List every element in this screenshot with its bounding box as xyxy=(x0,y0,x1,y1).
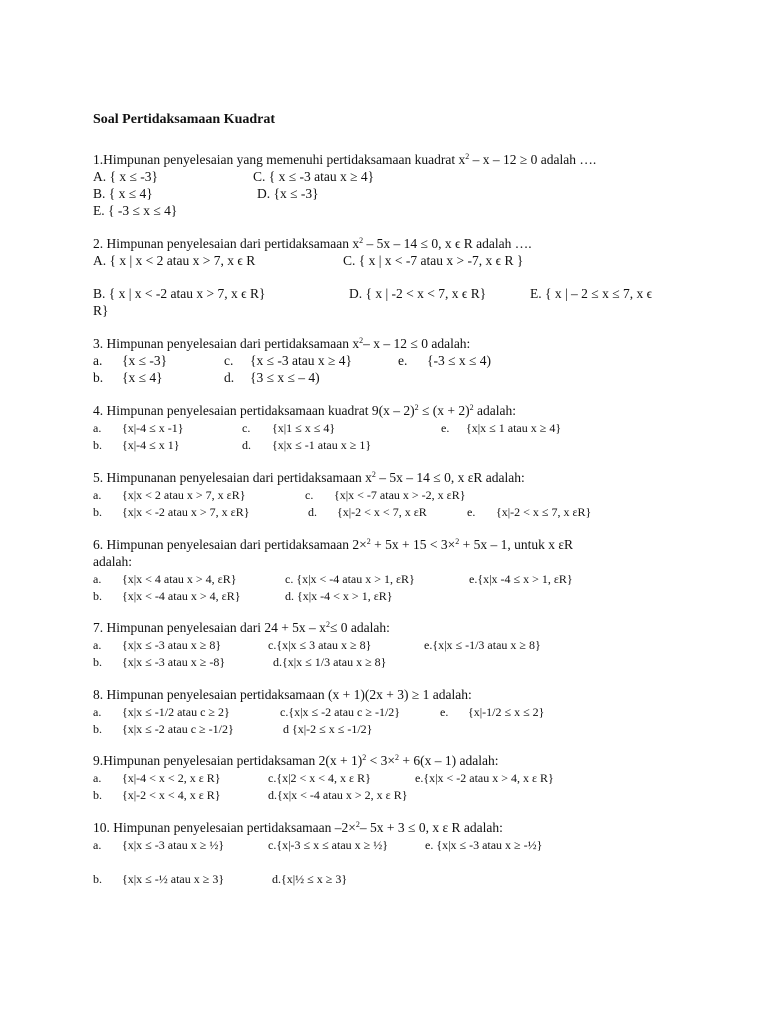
question-1-option-e: E. { -3 ≤ x ≤ 4} xyxy=(93,203,178,218)
question-4-label-a: a. xyxy=(93,421,102,435)
question-10-option-b: {x|x ≤ -½ atau x ≥ 3} xyxy=(122,872,225,886)
question-4-option-d: {x|x ≤ -1 atau x ≥ 1} xyxy=(272,438,372,452)
question-4-label-d: d. xyxy=(242,438,251,452)
question-1-option-c: C. { x ≤ -3 atau x ≥ 4} xyxy=(253,169,375,184)
question-2-option-b: B. { x | x < -2 atau x > 7, x ϵ R} xyxy=(93,286,266,301)
question-10-option-a: {x|x ≤ -3 atau x ≥ ½} xyxy=(122,838,225,852)
question-8-label-e: e. xyxy=(440,705,449,719)
question-9-label-b: b. xyxy=(93,788,102,802)
question-3-option-b: {x ≤ 4} xyxy=(122,370,163,385)
question-2-text: 2. Himpunan penyelesaian dari pertidaksamaan $x^2 - 5x - 14 \le 0$, x ϵ R adalah …. xyxy=(93,236,532,251)
question-3-label-b: b. xyxy=(93,370,104,385)
question-3-option-a: {x ≤ -3} xyxy=(122,353,168,368)
question-4-label-e: e. xyxy=(441,421,450,435)
question-4-label-c: c. xyxy=(242,421,251,435)
question-6-option-e: e.{x|x -4 ≤ x > 1, εR} xyxy=(469,572,573,586)
question-5-label-b: b. xyxy=(93,505,102,519)
question-8-label-b: b. xyxy=(93,722,102,736)
question-8-option-b: {x|x ≤ -2 atau c ≥ -1/2} xyxy=(122,722,234,736)
question-5-option-b: {x|x < -2 atau x > 7, x εR} xyxy=(122,505,250,519)
question-9-option-e: e.{x|x < -2 atau x > 4, x ε R} xyxy=(415,771,554,785)
question-5-option-a: {x|x < 2 atau x > 7, x εR} xyxy=(122,488,246,502)
question-6-option-a: {x|x < 4 atau x > 4, εR} xyxy=(122,572,237,586)
question-3-option-d: {3 ≤ x ≤ – 4) xyxy=(250,370,320,385)
question-5-label-a: a. xyxy=(93,488,102,502)
question-7-text: 7. Himpunan penyelesaian dari $24 + 5x - x^2\le 0$ adalah: xyxy=(93,620,390,635)
question-3-label-a: a. xyxy=(93,353,103,368)
page-title: Soal Pertidaksamaan Kuadrat xyxy=(93,112,276,127)
question-6-option-b: {x|x < -4 atau x > 4, εR} xyxy=(122,589,241,603)
question-5-option-d: {x|-2 < x < 7, x εR xyxy=(337,505,427,519)
question-3-option-c: {x ≤ -3 atau x ≥ 4} xyxy=(250,353,353,368)
question-3-label-e: e. xyxy=(398,353,408,368)
question-9-text: 9.Himpunan penyelesaian pertidaksaman $2(x + 1)^2 < 3\times^2 + 6(x - 1)$ adalah: xyxy=(93,753,499,768)
question-7-option-b: {x|x ≤ -3 atau x ≥ -8} xyxy=(122,655,226,669)
question-1-option-b: B. { x ≤ 4} xyxy=(93,186,153,201)
question-4-option-b: {x|-4 ≤ x 1} xyxy=(122,438,180,452)
question-9-option-c: c.{x|2 < x < 4, x ε R} xyxy=(268,771,371,785)
question-8-option-e: {x|-1/2 ≤ x ≤ 2} xyxy=(468,705,545,719)
question-5-label-d: d. xyxy=(308,505,317,519)
question-7-label-b: b. xyxy=(93,655,102,669)
question-10-option-c: c.{x|-3 ≤ x ≤ atau x ≥ ½} xyxy=(268,838,388,852)
question-5-label-e: e. xyxy=(467,505,476,519)
question-2-option-e: E. { x | – 2 ≤ x ≤ 7, x ϵ xyxy=(530,286,653,301)
question-4-label-b: b. xyxy=(93,438,102,452)
question-10-text: 10. Himpunan penyelesaian pertidaksamaan –2×$^2$– 5x + 3 ≤ 0, x ε R adalah: xyxy=(93,820,503,835)
question-6-text-cont: adalah: xyxy=(93,554,132,569)
question-1-option-d: D. {x ≤ -3} xyxy=(257,186,319,201)
question-6-option-c: c. {x|x < -4 atau x > 1, εR} xyxy=(285,572,415,586)
question-7-option-c: c.{x|x ≤ 3 atau x ≥ 8} xyxy=(268,638,372,652)
question-4-option-a: {x|-4 ≤ x -1} xyxy=(122,421,184,435)
question-6-text: 6. Himpunan penyelesaian dari pertidaksamaan 2×$^2$ + 5x + 15 < 3×$^2$ + 5x – 1, untuk x εR xyxy=(93,537,574,552)
question-4-option-c: {x|1 ≤ x ≤ 4} xyxy=(272,421,336,435)
question-1-option-a: A. { x ≤ -3} xyxy=(93,169,158,184)
question-7-option-e: e.{x|x ≤ -1/3 atau x ≥ 8} xyxy=(424,638,541,652)
question-4-text: 4. Himpunan penyelesaian pertidaksamaan kuadrat $9(x - 2)^2 \le (x + 2)^2$ adalah: xyxy=(93,403,517,418)
question-7-label-a: a. xyxy=(93,638,102,652)
question-2-option-d: D. { x | -2 < x < 7, x ϵ R} xyxy=(349,286,487,301)
question-8-text: 8. Himpunan penyelesaian pertidaksamaan (x + 1)(2x + 3) ≥ 1 adalah: xyxy=(93,687,472,702)
question-9-option-d: d.{x|x < -4 atau x > 2, x ε R} xyxy=(268,788,408,802)
question-2-option-a: A. { x | x < 2 atau x > 7, x ϵ R xyxy=(93,253,256,268)
question-8-option-d: d {x|-2 ≤ x ≤ -1/2} xyxy=(283,722,373,736)
question-6-option-d: d. {x|x -4 < x > 1, εR} xyxy=(285,589,393,603)
question-2-option-e-cont: R} xyxy=(93,303,109,318)
question-8-label-a: a. xyxy=(93,705,102,719)
question-5-label-c: c. xyxy=(305,488,314,502)
question-4-option-e: {x|x ≤ 1 atau x ≥ 4} xyxy=(466,421,562,435)
question-8-option-c: c.{x|x ≤ -2 atau c ≥ -1/2} xyxy=(280,705,401,719)
question-9-label-a: a. xyxy=(93,771,102,785)
question-3-text: 3. Himpunan penyelesaian dari pertidaksamaan $x^2-$ x – 12 ≤ 0 adalah: xyxy=(93,336,471,351)
question-7-option-d: d.{x|x ≤ 1/3 atau x ≥ 8} xyxy=(273,655,387,669)
question-10-label-b: b. xyxy=(93,872,102,886)
question-3-label-d: d. xyxy=(224,370,235,385)
question-9-option-a: {x|-4 < x < 2, x ε R} xyxy=(122,771,221,785)
question-1-text: 1.Himpunan penyelesaian yang memenuhi pertidaksamaan kuadrat $x^2 - x - 12 \ge 0$ adalah …. xyxy=(93,152,597,167)
question-7-option-a: {x|x ≤ -3 atau x ≥ 8} xyxy=(122,638,222,652)
question-2-option-c: C. { x | x < -7 atau x > -7, x ϵ R } xyxy=(343,253,524,268)
question-5-text: 5. Himpunanan penyelesaian dari pertidaksamaan $x^2 - 5x - 14 \le 0$, x εR adalah: xyxy=(93,470,525,485)
question-5-option-c: {x|x < -7 atau x > -2, x εR} xyxy=(334,488,466,502)
question-10-option-d: d.{x|½ ≤ x ≥ 3} xyxy=(272,872,348,886)
question-3-option-e: {-3 ≤ x ≤ 4) xyxy=(427,353,492,368)
question-8-option-a: {x|x ≤ -1/2 atau c ≥ 2} xyxy=(122,705,230,719)
question-6-label-b: b. xyxy=(93,589,102,603)
question-5-option-e: {x|-2 < x ≤ 7, x εR} xyxy=(496,505,592,519)
question-10-option-e: e. {x|x ≤ -3 atau x ≥ -½} xyxy=(425,838,543,852)
question-3-label-c: c. xyxy=(224,353,234,368)
question-9-option-b: {x|-2 < x < 4, x ε R} xyxy=(122,788,221,802)
question-10-label-a: a. xyxy=(93,838,102,852)
question-6-label-a: a. xyxy=(93,572,102,586)
